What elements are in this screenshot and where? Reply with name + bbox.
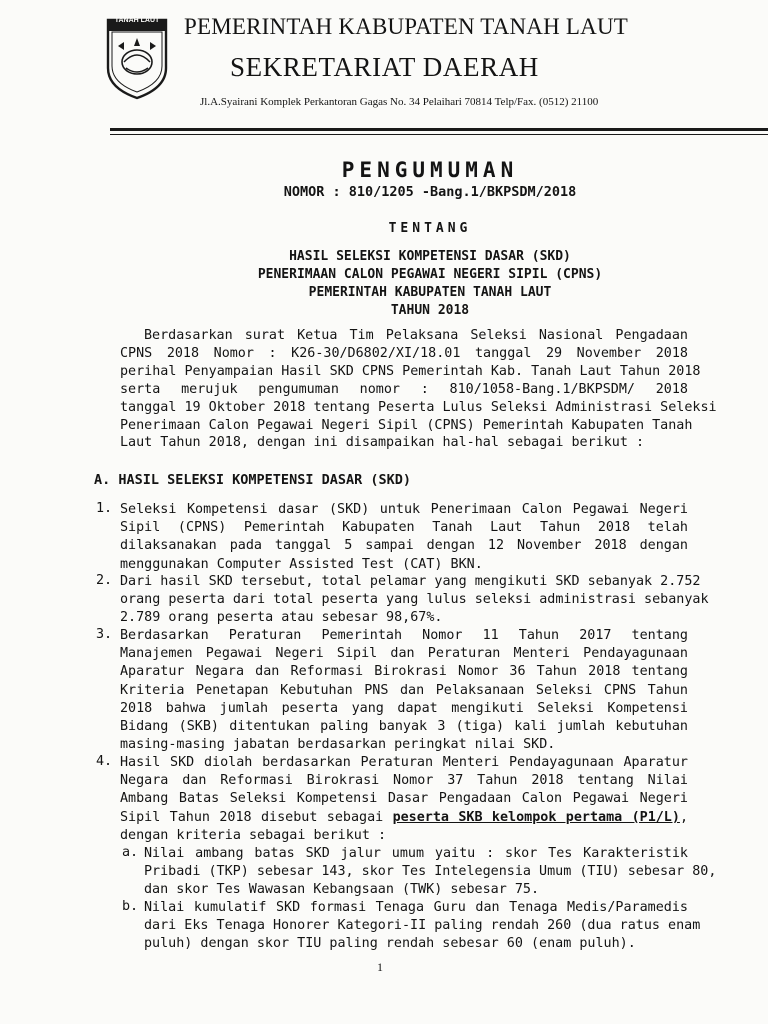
subitem-line: dan skor Tes Wawasan Kebangsaan (TWK) sebesar 75. bbox=[144, 882, 540, 898]
item-line: dengan kriteria sebagai berikut : bbox=[120, 827, 387, 843]
item-line: Kriteria Penetapan Kebutuhan PNS dan Pelaksanaan Seleksi CPNS Tahun bbox=[120, 682, 688, 698]
list-item bbox=[120, 627, 688, 754]
item-line: masing-masing jabatan berdasarkan peringkat nilai SKD. bbox=[120, 737, 556, 753]
subitem-line: Nilai kumulatif SKD formasi Tenaga Guru dan Tenaga Medis/Paramedis bbox=[144, 900, 688, 915]
subitem-letter: a. bbox=[122, 845, 139, 860]
list-item bbox=[120, 573, 709, 628]
item-line-prefix: Sipil Tahun 2018 disebut sebagai bbox=[120, 809, 393, 825]
intro-line: CPNS 2018 Nomor : K26-30/D6802/XI/18.01 tanggal 29 November 2018 bbox=[120, 345, 688, 361]
item-line: Aparatur Negara dan Reformasi Birokrasi Nomor 36 Tahun 2018 tentang bbox=[120, 664, 688, 680]
item-line: Hasil SKD diolah berdasarkan Peraturan Menteri Pendayagunaan Aparatur bbox=[120, 755, 688, 770]
letterhead-rule-thin bbox=[110, 134, 768, 135]
skb-group-emphasis: peserta SKB kelompok pertama (P1/L) bbox=[392, 809, 680, 825]
item-line: orang peserta dari total peserta yang lulus seleksi administrasi sebanyak bbox=[120, 592, 709, 608]
item-line: Dari hasil SKD tersebut, total pelamar yang mengikuti SKD sebanyak 2.752 bbox=[120, 574, 701, 589]
intro-line: Berdasarkan surat Ketua Tim Pelaksana Seleksi Nasional Pengadaan bbox=[144, 328, 688, 343]
page-number: 1 bbox=[377, 960, 383, 974]
item-line-emphasis bbox=[120, 809, 688, 827]
item-line: Berdasarkan Peraturan Pemerintah Nomor 11 Tahun 2017 tentang bbox=[120, 628, 688, 643]
item-line: Negara dan Reformasi Birokrasi Nomor 37 Tahun 2018 tentang Nilai bbox=[120, 773, 688, 789]
sub-list-item bbox=[144, 845, 717, 900]
item-number: 2. bbox=[96, 573, 113, 588]
intro-line: Penerimaan Calon Pegawai Negeri Sipil (CPNS) Pemerintah Kabupaten Tanah bbox=[120, 417, 693, 433]
subitem-line: dari Eks Tenaga Honorer Kategori-II paling rendah 260 (dua ratus enam bbox=[144, 918, 701, 934]
regency-emblem-icon bbox=[104, 16, 170, 100]
announcement-number: NOMOR : 810/1205 -Bang.1/BKPSDM/2018 bbox=[283, 184, 577, 200]
letterhead-secretariat: SEKRETARIAT DAERAH bbox=[230, 52, 539, 82]
list-item bbox=[120, 501, 688, 574]
item-line: Seleksi Kompetensi dasar (SKD) untuk Penerimaan Calon Pegawai Negeri bbox=[120, 502, 688, 517]
item-line: Manajemen Pegawai Negeri Sipil dan Peraturan Menteri Pendayagunaan bbox=[120, 646, 688, 662]
subitem-letter: b. bbox=[122, 899, 139, 914]
intro-line: Laut Tahun 2018, dengan ini disampaikan hal-hal sebagai berikut : bbox=[120, 435, 645, 451]
subject-line: HASIL SELEKSI KOMPETENSI DASAR (SKD) bbox=[289, 249, 571, 264]
letterhead-rule-thick bbox=[110, 128, 768, 131]
letterhead-address: Jl.A.Syairani Komplek Perkantoran Gagas No. 34 Pelaihari 70814 Telp/Fax. (0512) 21100 bbox=[200, 96, 599, 108]
item-line: Sipil (CPNS) Pemerintah Kabupaten Tanah Laut Tahun 2018 telah bbox=[120, 520, 688, 536]
item-line-suffix: , bbox=[679, 809, 688, 825]
item-line: dilaksanakan pada tanggal 5 sampai dengan 12 November 2018 dengan bbox=[120, 538, 688, 554]
section-a-heading: A. HASIL SELEKSI KOMPETENSI DASAR (SKD) bbox=[94, 472, 411, 488]
item-line: Ambang Batas Seleksi Kompetensi Dasar Pengadaan Calon Pegawai Negeri bbox=[120, 791, 688, 807]
intro-line: perihal Penyampaian Hasil SKD CPNS Pemerintah Kab. Tanah Laut Tahun 2018 bbox=[120, 363, 701, 379]
list-item bbox=[120, 754, 688, 845]
subitem-line: Nilai ambang batas SKD jalur umum yaitu : skor Tes Karakteristik bbox=[144, 846, 688, 861]
item-number: 1. bbox=[96, 501, 113, 516]
item-number: 4. bbox=[96, 754, 113, 769]
announcement-title: PENGUMUMAN bbox=[341, 158, 519, 182]
announcement-about: TENTANG bbox=[388, 221, 472, 236]
subject-line: PENERIMAAN CALON PEGAWAI NEGERI SIPIL (CPNS) bbox=[257, 267, 603, 282]
item-line: 2.789 orang peserta atau sebesar 98,67%. bbox=[120, 610, 443, 626]
subitem-line: Pribadi (TKP) sebesar 143, skor Tes Intelegensia Umum (TIU) sebesar 80, bbox=[144, 864, 717, 880]
subject-line: PEMERINTAH KABUPATEN TANAH LAUT bbox=[308, 285, 552, 300]
intro-line: serta merujuk pengumuman nomor : 810/1058-Bang.1/BKPSDM/ 2018 bbox=[120, 381, 688, 397]
item-line: 2018 bahwa jumlah peserta yang dapat mengikuti Seleksi Kompetensi bbox=[120, 700, 688, 716]
logo-banner-text: TANAH LAUT bbox=[114, 17, 160, 24]
intro-line: tanggal 19 Oktober 2018 tentang Peserta Lulus Seleksi Administrasi Seleksi bbox=[120, 399, 717, 415]
sub-list-item bbox=[144, 899, 701, 954]
item-number: 3. bbox=[96, 627, 113, 642]
letterhead-government: PEMERINTAH KABUPATEN TANAH LAUT bbox=[184, 14, 628, 39]
subitem-line: puluh) dengan skor TIU paling rendah sebesar 60 (enam puluh). bbox=[144, 936, 636, 952]
subject-line: TAHUN 2018 bbox=[390, 303, 470, 318]
intro-paragraph bbox=[120, 327, 717, 452]
item-line: Bidang (SKB) ditentukan paling banyak 3 (tiga) kali jumlah kebutuhan bbox=[120, 719, 688, 735]
item-line: menggunakan Computer Assisted Test (CAT) BKN. bbox=[120, 556, 483, 572]
